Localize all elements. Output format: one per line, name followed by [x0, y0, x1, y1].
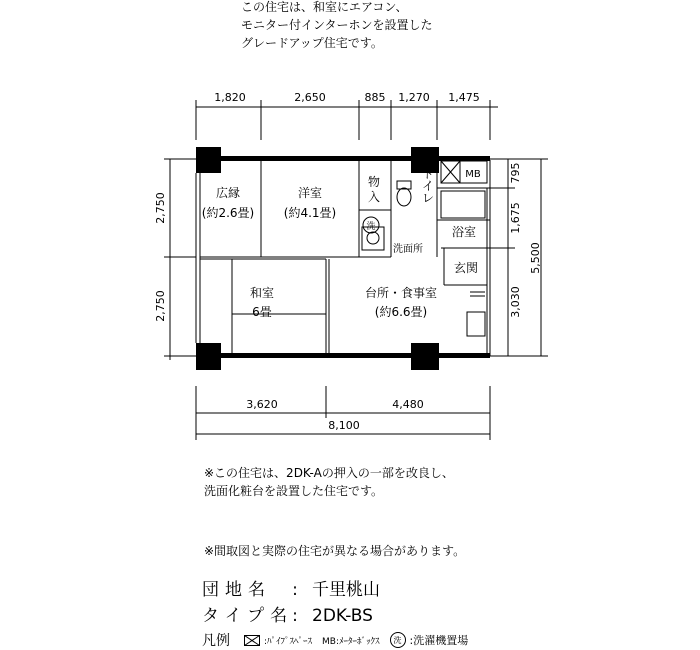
dim-top-3: 885 [364, 91, 386, 104]
legend-label: 凡例 [202, 633, 230, 649]
room-washitsu-name: 和室 [249, 286, 275, 300]
legend-pipe-space: :ﾊﾟｲﾌﾟｽﾍﾟｰｽ [264, 636, 313, 647]
dimension-labels [154, 91, 542, 432]
renovation-note-line-2: 洗面化粧台を設置した住宅です。 [204, 484, 384, 498]
dim-bottom-total: 8,100 [328, 419, 360, 432]
dim-bottom-1: 3,620 [246, 398, 278, 411]
room-washitsu-size: 6畳 [252, 305, 272, 319]
dim-top-1: 1,820 [214, 91, 246, 104]
legend-mb: MB:ﾒｰﾀｰﾎﾞｯｸｽ [322, 636, 380, 647]
dim-right-3: 3,030 [509, 286, 522, 318]
disclaimer: ※間取図と実際の住宅が異なる場合があります。 [204, 544, 466, 558]
room-hiroen-name: 広縁 [215, 186, 241, 200]
thin-walls [196, 160, 490, 356]
mb-label: MB [465, 169, 481, 180]
room-washroom: 洗面所 [393, 244, 423, 255]
type-colon: : [292, 606, 298, 626]
estate-row [202, 575, 380, 600]
room-labels [202, 167, 481, 319]
dim-right-2: 1,675 [509, 202, 522, 234]
dim-left-1: 2,750 [154, 192, 167, 224]
estate-colon: : [292, 580, 298, 600]
room-toilet-1: ト [421, 167, 435, 181]
room-entrance: 玄関 [453, 261, 479, 275]
legend-washer-mark: 洗 [393, 635, 402, 645]
type-value: 2DK-BS [312, 606, 373, 626]
top-note-line-2: モニター付インターホンを設置した [241, 18, 433, 32]
top-note-line-1: この住宅は、和室にエアコン、 [241, 0, 408, 14]
dim-left-2: 2,750 [154, 290, 167, 322]
dim-right-total: 5,500 [529, 242, 542, 274]
room-yoshitsu-size: (約4.1畳) [283, 206, 337, 220]
room-storage-2: 入 [367, 190, 381, 204]
room-toilet-2: イ [421, 179, 435, 193]
top-note-line-3: グレードアップ住宅です。 [241, 36, 383, 50]
dim-right-1: 795 [509, 162, 522, 184]
floor-plan [0, 60, 700, 500]
washer-icon [390, 632, 406, 648]
room-hiroen-size: (約2.6畳) [201, 206, 255, 220]
room-bath: 浴室 [451, 225, 477, 239]
room-kitchen-name: 台所・食事室 [364, 286, 438, 300]
pipe-space-icon [244, 635, 260, 646]
room-kitchen-size: (約6.6畳) [374, 305, 428, 319]
estate-label: 団地名 [202, 580, 271, 600]
legend [202, 630, 468, 650]
washer-mark: 洗 [366, 222, 376, 232]
type-row [202, 601, 373, 626]
dim-top-5: 1,475 [448, 91, 480, 104]
legend-washer: :洗濯機置場 [409, 634, 469, 647]
room-storage-1: 物 [367, 175, 381, 189]
dim-top-2: 2,650 [294, 91, 326, 104]
estate-value: 千里桃山 [312, 580, 380, 600]
dim-top-4: 1,270 [398, 91, 430, 104]
type-label: タイプ名 [202, 606, 294, 626]
renovation-note-line-1: ※この住宅は、2DK-Aの押入の一部を改良し、 [204, 466, 454, 480]
dim-bottom-2: 4,480 [392, 398, 424, 411]
room-yoshitsu-name: 洋室 [297, 186, 323, 200]
room-toilet-3: レ [421, 191, 435, 205]
